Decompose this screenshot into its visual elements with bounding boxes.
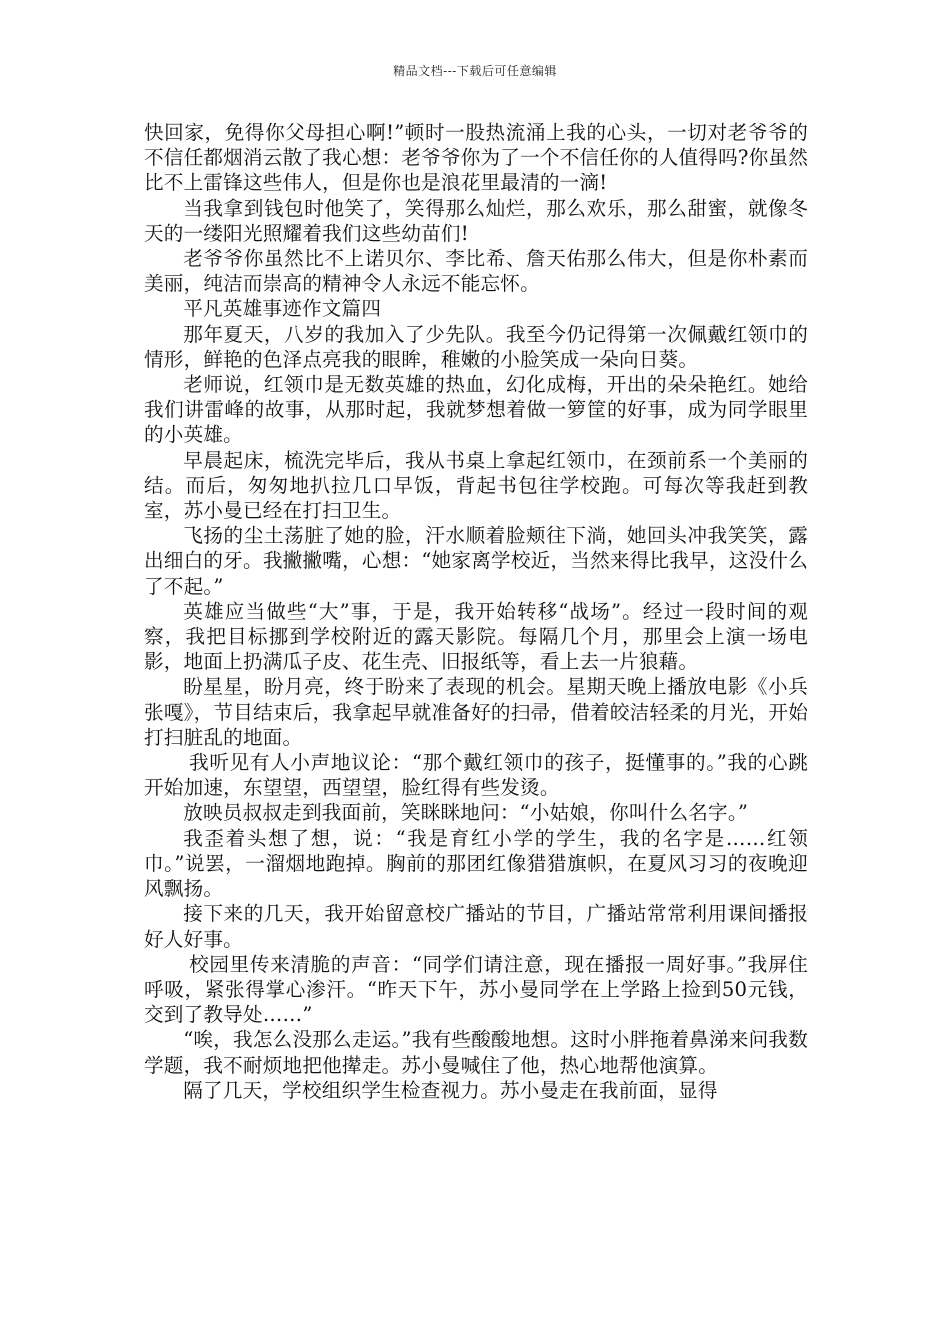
article-body [144, 120, 808, 1103]
paragraph: 我歪着头想了想，说：“我是育红小学的学生，我的名字是……红领巾。”说罢，一溜烟地跑掉。胸前的那团红像猎猎旗帜，在夏风习习的夜晚迎风飘扬。 [144, 826, 808, 901]
paragraph: 那年夏天，八岁的我加入了少先队。我至今仍记得第一次佩戴红领巾的情形，鲜艳的色泽点亮我的眼眸，稚嫩的小脸笑成一朵向日葵。 [144, 322, 808, 371]
paragraph: 接下来的几天，我开始留意校广播站的节目，广播站常常利用课间播报好人好事。 [144, 902, 808, 951]
paragraph: 我听见有人小声地议论：“那个戴红领巾的孩子，挺懂事的。”我的心跳开始加速，东望望，西望望，脸红得有些发烫。 [144, 751, 808, 800]
section-heading: 平凡英雄事迹作文篇四 [183, 297, 382, 321]
paragraph: 隔了几天，学校组织学生检查视力。苏小曼走在我前面，显得 [183, 1078, 718, 1102]
paragraph: 盼星星，盼月亮，终于盼来了表现的机会。星期天晚上播放电影《小兵张嘎》，节目结束后，我拿起早就准备好的扫帚，借着皎洁轻柔的月光，开始打扫脏乱的地面。 [144, 675, 808, 749]
paragraph: 老爷爷你虽然比不上诺贝尔、李比希、詹天佑那么伟大，但是你朴素而美丽，纯洁而崇高的精神令人永远不能忘怀。 [144, 247, 808, 296]
page-header: 精品文档---下载后可任意编辑 [393, 64, 557, 78]
paragraph: 快回家，免得你父母担心啊!”顿时一股热流涌上我的心头，一切对老爷爷的不信任都烟消云散了我心想：老爷爷你为了一个不信任你的人值得吗?你虽然比不上雷锋这些伟人，但是你也是浪花里最清的一滴! [144, 121, 808, 195]
paragraph: 英雄应当做些“大”事，于是，我开始转移“战场”。经过一段时间的观察，我把目标挪到学校附近的露天影院。每隔几个月，那里会上演一场电影，地面上扔满瓜子皮、花生壳、旧报纸等，看上去一片狼藉。 [144, 599, 808, 674]
paragraph: 早晨起床，梳洗完毕后，我从书桌上拿起红领巾，在颈前系一个美丽的结。而后，匆匆地扒拉几口早饭，背起书包往学校跑。可每次等我赶到教室，苏小曼已经在打扫卫生。 [144, 448, 808, 523]
paragraph: 飞扬的尘土荡脏了她的脸，汗水顺着脸颊往下淌，她回头冲我笑笑，露出细白的牙。我撇撇嘴，心想：“她家离学校近，当然来得比我早，这没什么了不起。” [144, 524, 808, 598]
paragraph: 放映员叔叔走到我面前，笑眯眯地问：“小姑娘，你叫什么名字。” [183, 801, 749, 825]
paragraph: “唉，我怎么没那么走运。”我有些酸酸地想。这时小胖拖着鼻涕来问我数学题，我不耐烦地把他撵走。苏小曼喊住了他，热心地帮他演算。 [144, 1028, 808, 1077]
paragraph: 老师说，红领巾是无数英雄的热血，幻化成梅，开出的朵朵艳红。她给我们讲雷峰的故事，从那时起，我就梦想着做一箩筐的好事，成为同学眼里的小英雄。 [144, 373, 808, 447]
paragraph: 当我拿到钱包时他笑了，笑得那么灿烂，那么欢乐，那么甜蜜，就像冬天的一缕阳光照耀着我们这些幼苗们! [144, 196, 808, 245]
paragraph: 校园里传来清脆的声音：“同学们请注意，现在播报一周好事。”我屏住呼吸，紧张得掌心渗汗。“昨天下午，苏小曼同学在上学路上捡到50元钱，交到了教导处……” [144, 952, 808, 1027]
